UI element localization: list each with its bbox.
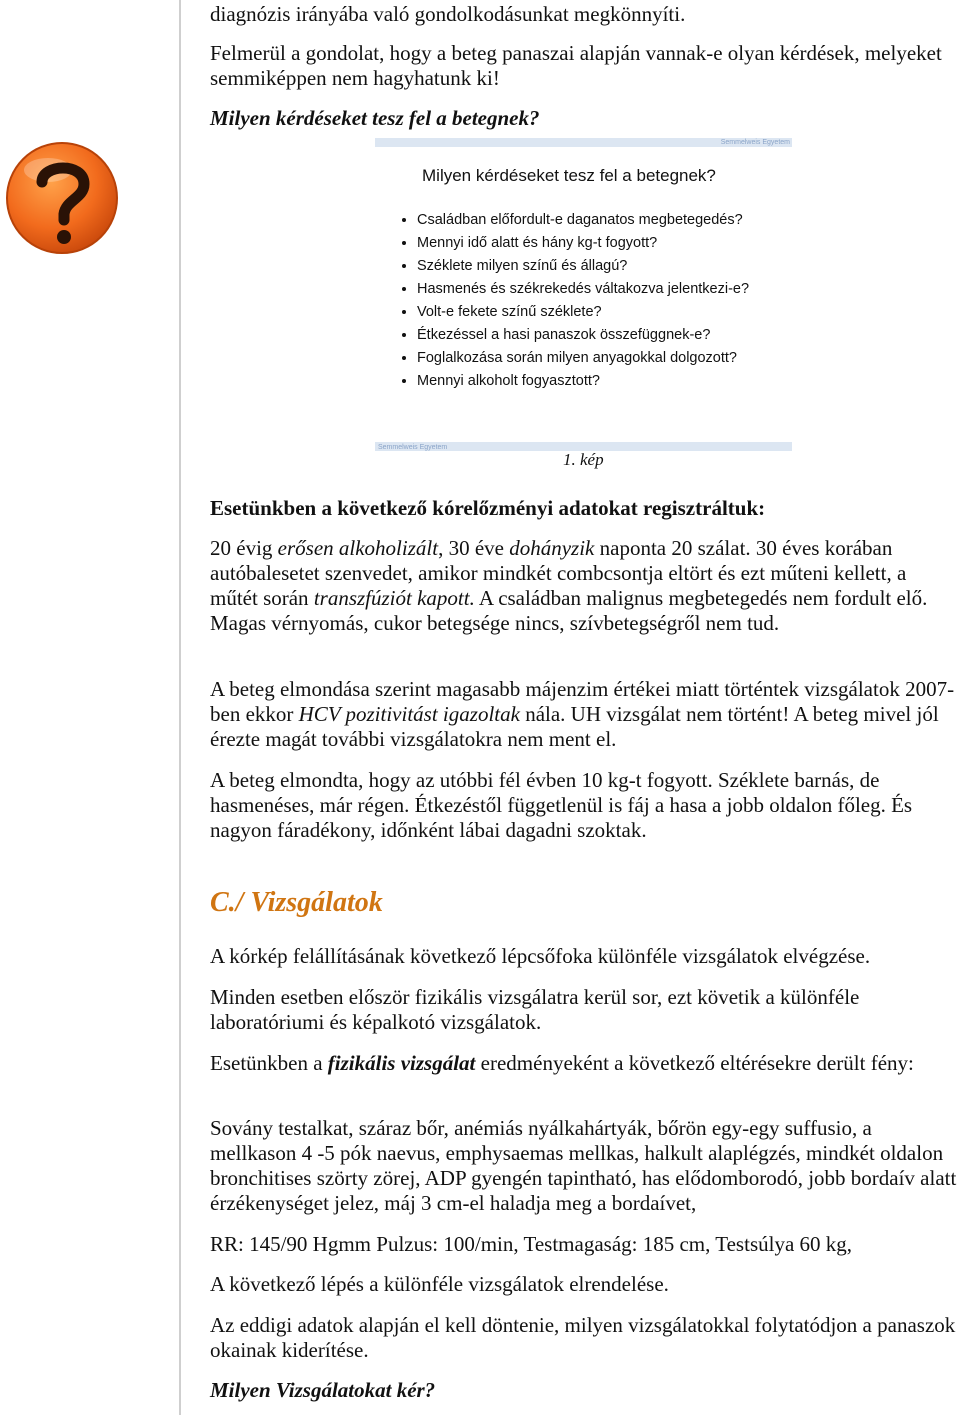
paragraph: diagnózis irányába való gondolkodásunkat megkönnyíti. <box>210 2 686 26</box>
text: A családban malignus megbetegedés nem fordult elő. Magas vérnyomás, cukor betegsége nincs, szívbetegségről nem tud. <box>210 586 928 635</box>
question-heading: Milyen kérdéseket tesz fel a betegnek? <box>210 106 540 130</box>
paragraph-symptoms: A beteg elmondta, hogy az utóbbi fél évben 10 kg-t fogyott. Széklete barnás, de hasmenéses, már régen. Étkezéstől függetlenül is fáj a hasa a jobb oldalon főleg. És nagyon fáradékony, időnként lábai dagadni szoktak. <box>210 768 913 842</box>
text: Esetünkben a <box>210 1051 328 1075</box>
paragraph-anamnesis <box>210 536 958 636</box>
image-caption: 1. kép <box>563 450 604 469</box>
list-item: • Családban előfordult-e daganatos megbetegedés? <box>417 210 787 231</box>
emphasis: HCV pozitivitást igazoltak <box>298 702 520 726</box>
section-heading-anamnesis: Esetünkben a következő kórelőzményi adatokat regisztráltuk: <box>210 496 766 520</box>
slide-question-list <box>399 210 787 394</box>
list-item: • Széklete milyen színű és állagú? <box>417 256 787 277</box>
text: nála. UH vizsgálat nem történt! A beteg mivel jól érezte magát további vizsgálatokra nem ment el. <box>210 702 939 751</box>
question-mark-icon <box>4 140 120 256</box>
emphasis: fizikális vizsgálat <box>327 1051 476 1075</box>
paragraph: Az eddigi adatok alapján el kell döntenie, milyen vizsgálatokkal folytatódjon a panaszok okainak kiderítése. <box>210 1313 956 1362</box>
text: naponta 20 szálat. 30 éves korában autóbalesetet szenvedet, amikor mindkét combcsontja eltört és ezt műteni kellett, a műtét során <box>210 536 907 610</box>
text: , 30 éve <box>438 536 510 560</box>
paragraph-findings: Sovány testalkat, száraz bőr, anémiás nyálkahártyák, bőrön egy-egy suffusio, a mellkason 4 -5 pók naevus, emphysaemas mellkas, halkult alaplégzés, mindkét oldalon bronchitises szörty zörej, ADP gyengén tapintható, has elődomborodó, jobb bordaív alatt érzékenységet jelez, máj 3 cm-el haladja meg a bordaívet, <box>210 1116 957 1215</box>
paragraph: A következő lépés a különféle vizsgálatok elrendelése. <box>210 1272 669 1296</box>
emphasis: dohányzik <box>509 536 595 560</box>
emphasis: erősen alkoholizált <box>277 536 439 560</box>
paragraph: A kórkép felállításának következő lépcsőfoka különféle vizsgálatok elvégzése. <box>210 944 871 968</box>
paragraph: Minden esetben először fizikális vizsgálatra kerül sor, ezt követik a különféle laboratóriumi és képalkotó vizsgálatok. <box>210 985 860 1034</box>
page-margin-line <box>179 0 181 1415</box>
list-item: • Étkezéssel a hasi panaszok összefüggnek-e? <box>417 325 787 346</box>
list-item: • Volt-e fekete színű széklete? <box>417 302 787 323</box>
slide-brand: Semmelweis Egyetem <box>720 139 790 146</box>
question-heading: Milyen Vizsgálatokat kér? <box>210 1378 436 1402</box>
paragraph-physical <box>210 1051 958 1076</box>
text: eredményeként a következő eltérésekre derült fény: <box>475 1051 914 1075</box>
paragraph-history <box>210 677 958 752</box>
list-item: • Foglalkozása során milyen anyagokkal dolgozott? <box>417 348 787 369</box>
paragraph-vitals: RR: 145/90 Hgmm Pulzus: 100/min, Testmagaság: 185 cm, Testsúlya 60 kg, <box>210 1232 853 1256</box>
section-title: C./ Vizsgálatok <box>210 887 383 918</box>
list-item: • Mennyi alkoholt fogyasztott? <box>417 371 787 392</box>
text: 20 évig <box>210 536 278 560</box>
list-item: • Mennyi idő alatt és hány kg-t fogyott? <box>417 233 787 254</box>
slide-title: Milyen kérdéseket tesz fel a betegnek? <box>422 166 716 185</box>
emphasis: transzfúziót kapott. <box>313 586 475 610</box>
paragraph: Felmerül a gondolat, hogy a beteg panaszai alapján vannak-e olyan kérdések, melyeket semmiképpen nem hagyhatunk ki! <box>210 41 942 90</box>
text: A beteg elmondása szerint magasabb májenzim értékei miatt történtek vizsgálatok 2007-ben ekkor <box>210 677 955 726</box>
slide-brand: Semmelweis Egyetem <box>378 444 448 451</box>
list-item: • Hasmenés és székrekedés váltakozva jelentkezi-e? <box>417 279 787 300</box>
slide-image <box>375 138 792 452</box>
